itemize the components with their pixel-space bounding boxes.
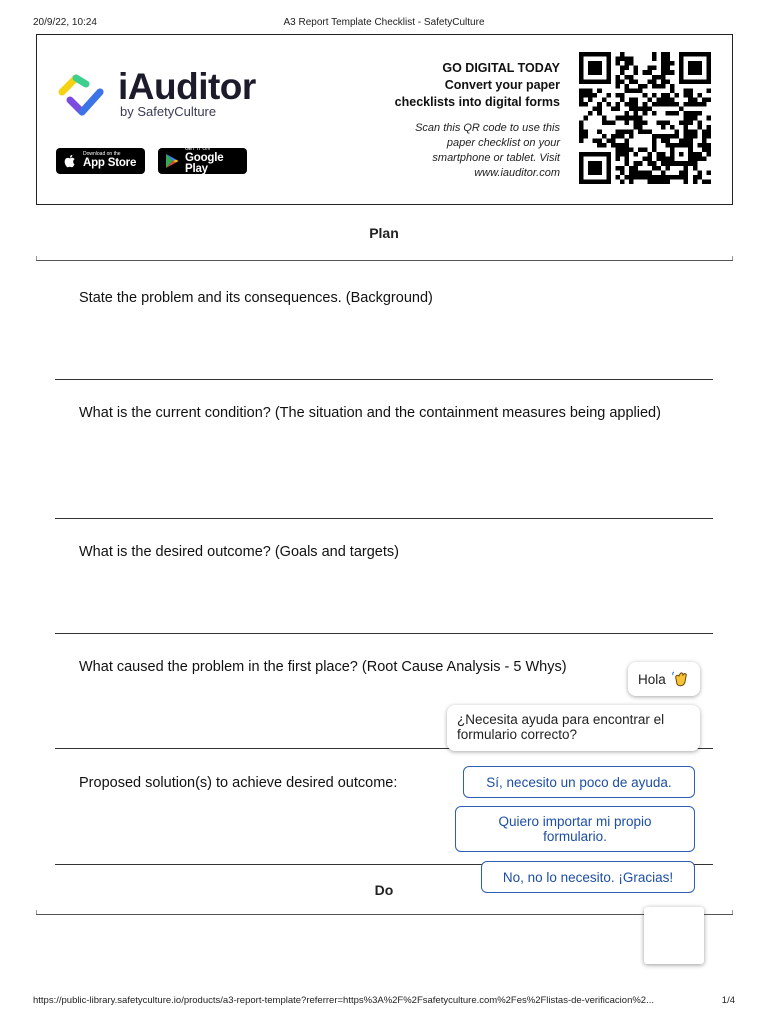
chat-option-need-help[interactable]: Sí, necesito un poco de ayuda. xyxy=(463,766,695,798)
answer-divider xyxy=(55,518,713,519)
brand-subtitle: by SafetyCulture xyxy=(120,104,217,119)
question-background: State the problem and its consequences. (Background) xyxy=(79,290,433,306)
question-proposed-solution: Proposed solution(s) to achieve desired outcome: xyxy=(79,775,398,791)
answer-divider xyxy=(55,379,713,380)
google-play-badge[interactable] xyxy=(158,145,247,175)
play-icon xyxy=(164,153,180,169)
iauditor-banner xyxy=(36,34,733,205)
app-store-badge[interactable] xyxy=(56,148,145,174)
question-root-cause: What caused the problem in the first place? (Root Cause Analysis - 5 Whys) xyxy=(79,659,567,675)
cta-line-3: checklists into digital forms xyxy=(394,95,560,109)
print-timestamp: 20/9/22, 10:24 xyxy=(33,17,97,28)
question-current-condition: What is the current condition? (The situation and the containment measures being applied) xyxy=(79,405,661,421)
cta-line-2: Convert your paper xyxy=(444,78,560,92)
chat-greeting-text: Hola xyxy=(638,671,666,687)
print-footer xyxy=(33,995,735,1009)
chat-option-import-form[interactable]: Quiero importar mi propio formulario. xyxy=(455,806,695,852)
answer-divider xyxy=(55,633,713,634)
question-desired-outcome: What is the desired outcome? (Goals and targets) xyxy=(79,544,399,560)
chat-greeting xyxy=(628,662,700,696)
app-store-small-label: Download on the xyxy=(83,151,121,158)
section-title-plan: Plan xyxy=(369,225,399,241)
cta-line-1: GO DIGITAL TODAY xyxy=(442,61,560,75)
chat-message: ¿Necesita ayuda para encontrar el formulario correcto? xyxy=(447,705,700,751)
chat-option-no-thanks[interactable]: No, no lo necesito. ¡Gracias! xyxy=(481,861,695,893)
waving-hand-icon xyxy=(671,670,689,688)
google-play-label: Google Play xyxy=(185,151,224,175)
google-play-small-label: GET IT ON xyxy=(185,145,210,152)
chat-launcher-button[interactable] xyxy=(644,907,704,964)
go-digital-cta xyxy=(395,60,560,111)
print-url: https://public-library.safetyculture.io/products/a3-report-template?referrer=https%3A%2F%2Fsafetyculture.com%2Fes%2Flistas-de-verificacion%2... xyxy=(33,995,655,1006)
print-document-title: A3 Report Template Checklist - SafetyCulture xyxy=(283,17,485,28)
print-header xyxy=(33,17,735,31)
brand-name: iAuditor xyxy=(118,66,256,107)
iauditor-logo-icon xyxy=(56,70,110,120)
apple-icon xyxy=(62,153,78,169)
section-divider xyxy=(36,260,733,261)
section-divider xyxy=(36,914,733,915)
qr-code-icon xyxy=(576,52,714,184)
page-number: 1/4 xyxy=(721,995,735,1006)
app-store-label: App Store xyxy=(83,157,137,170)
section-title-do: Do xyxy=(374,882,394,898)
qr-instructions: Scan this QR code to use this paper checklist on your smartphone or tablet. Visit www.iauditor.com xyxy=(415,122,560,179)
